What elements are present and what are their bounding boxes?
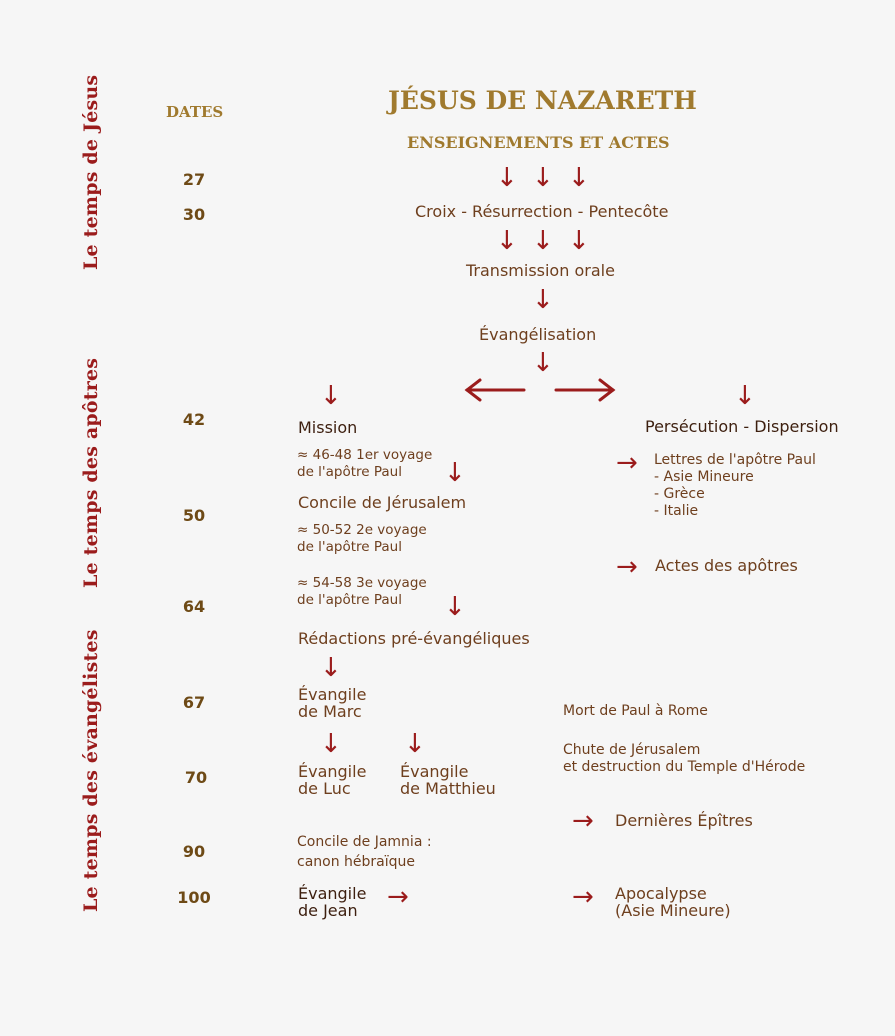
node-dernieres-epitres: Dernières Épîtres [615,811,753,830]
arrow-right-icon: → [572,882,594,912]
arrow-down-icon: ↓ [532,285,554,315]
node-croix: Croix - Résurrection - Pentecôte [415,202,669,221]
node-redactions: Rédactions pré-évangéliques [298,629,530,648]
page-title: JÉSUS DE NAZARETH [388,86,697,115]
era-apotres-label: Le temps des apôtres [80,357,102,588]
date-90: 90 [182,842,206,861]
arrow-down-icon: ↓ [568,226,590,256]
arrow-down-icon: ↓ [496,226,518,256]
dates-header: DATES [166,103,224,121]
arrow-down-icon: ↓ [532,226,554,256]
arrow-right-icon: → [616,552,638,582]
era-evangelistes-label: Le temps des évangélistes [80,629,102,912]
arrow-right-large-icon [556,380,613,400]
voyage2-line2: de l'apôtre Paul [297,539,402,555]
node-mission: Mission [298,418,358,437]
date-27: 27 [182,170,206,189]
arrow-down-icon: ↓ [320,729,342,759]
voyage1-line2: de l'apôtre Paul [297,464,402,480]
evangile-matthieu-line1: Évangile [400,762,469,781]
arrow-right-icon: → [616,448,638,478]
arrow-right-icon: → [572,806,594,836]
arrow-down-icon: ↓ [734,381,756,411]
node-mort-paul: Mort de Paul à Rome [563,703,708,719]
evangile-jean-line1: Évangile [298,884,367,903]
apocalypse-line2: (Asie Mineure) [615,901,731,920]
lettres-item-3: - Italie [654,503,699,519]
arrow-down-icon: ↓ [568,163,590,193]
voyage3-line1: ≈ 54-58 3e voyage [297,575,427,591]
voyage3-line2: de l'apôtre Paul [297,592,402,608]
evangile-jean-line2: de Jean [298,901,358,920]
arrow-down-icon: ↓ [444,592,466,622]
lettres-title: Lettres de l'apôtre Paul [654,452,816,468]
jamnia-line1: Concile de Jamnia : [297,834,432,850]
lettres-item-1: - Asie Mineure [654,469,754,485]
arrow-down-icon: ↓ [404,729,426,759]
arrow-down-icon: ↓ [496,163,518,193]
date-70: 70 [184,768,208,787]
date-64: 64 [182,597,206,616]
arrow-down-icon: ↓ [444,458,466,488]
node-evangelisation: Évangélisation [479,325,597,344]
arrow-left-large-icon [467,380,524,400]
arrow-right-icon: → [387,882,409,912]
date-50: 50 [182,506,206,525]
apocalypse-line1: Apocalypse [615,884,707,903]
node-transmission: Transmission orale [466,261,615,280]
arrow-down-icon: ↓ [532,163,554,193]
evangile-marc-line1: Évangile [298,685,367,704]
date-100: 100 [177,888,211,907]
evangile-luc-line2: de Luc [298,779,351,798]
arrow-down-icon: ↓ [320,653,342,683]
node-actes: Actes des apôtres [655,556,798,575]
date-30: 30 [182,205,206,224]
voyage1-line1: ≈ 46-48 1er voyage [297,447,433,463]
lettres-item-2: - Grèce [654,486,705,502]
arrow-down-icon: ↓ [532,348,554,378]
chute-line1: Chute de Jérusalem [563,742,701,758]
jamnia-line2: canon hébraïque [297,854,416,870]
date-42: 42 [182,410,206,429]
node-persecution: Persécution - Dispersion [645,417,839,436]
era-jesus-label: Le temps de Jésus [80,74,102,270]
voyage2-line1: ≈ 50-52 2e voyage [297,522,427,538]
arrow-down-icon: ↓ [320,381,342,411]
chute-line2: et destruction du Temple d'Hérode [563,759,806,775]
evangile-matthieu-line2: de Matthieu [400,779,496,798]
node-concile-jerusalem: Concile de Jérusalem [298,493,467,512]
evangile-luc-line1: Évangile [298,762,367,781]
evangile-marc-line2: de Marc [298,702,362,721]
date-67: 67 [182,693,206,712]
page-subtitle: ENSEIGNEMENTS ET ACTES [407,133,670,152]
